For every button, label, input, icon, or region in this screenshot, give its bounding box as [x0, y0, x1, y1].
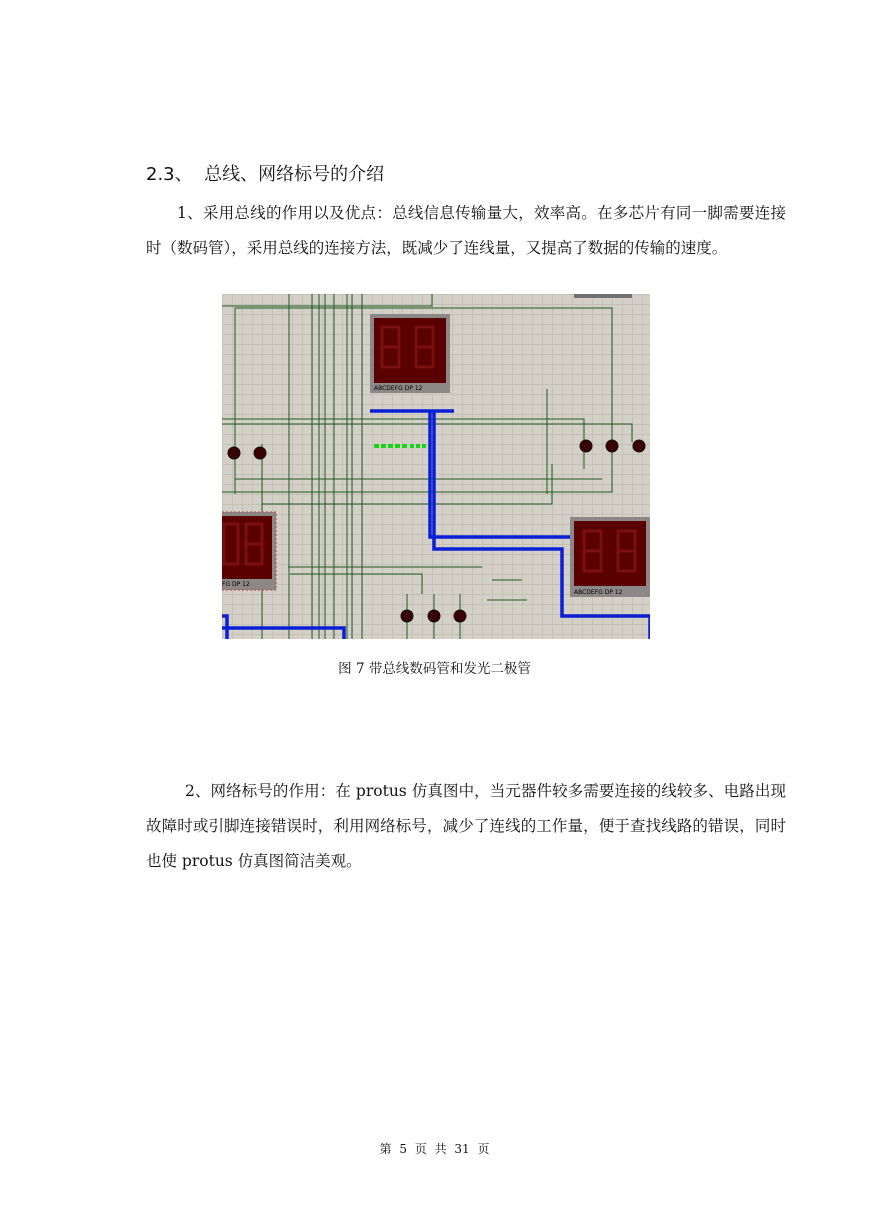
seven-segment-display-top [370, 314, 450, 393]
led-bottom-2 [428, 610, 440, 622]
figure-circuit-schematic [222, 294, 650, 639]
led-bottom-3 [454, 610, 466, 622]
toolbar-fragment [574, 294, 632, 298]
led-bottom-1 [401, 610, 413, 622]
led-right-1 [580, 440, 592, 452]
net-label-marks [374, 444, 426, 448]
led-right-3 [633, 440, 645, 452]
paragraph-bus-advantages: 1、采用总线的作用以及优点：总线信息传输量大，效率高。在多芯片有同一脚需要连接时（数码管），采用总线的连接方法，既减少了连线量，又提高了数据的传输的速度。 [146, 204, 786, 257]
figure-caption: 图 7 带总线数码管和发光二极管 [338, 661, 531, 677]
display-pin-label-left: FG DP 12 [222, 581, 250, 588]
led-left-1 [228, 447, 240, 459]
page-footer: 第 5 页 共 31 页 [379, 1142, 490, 1156]
section-heading: 2.3、 总线、网络标号的介绍 [146, 164, 385, 185]
led-left-2 [254, 447, 266, 459]
paragraph-net-label: 2、网络标号的作用：在 protus 仿真图中，当元器件较多需要连接的线较多、电路出现故障时或引脚连接错误时，利用网络标号，减少了连线的工作量，便于查找线路的错误，同时也使 protus 仿真图简洁美观。 [146, 782, 786, 870]
led-right-2 [606, 440, 618, 452]
display-pin-label-top: ABCDEFG DP 12 [374, 385, 423, 392]
seven-segment-display-right [570, 517, 650, 597]
schematic-drawing [222, 294, 650, 639]
display-pin-label-right: ABCDEFG DP 12 [574, 589, 623, 596]
seven-segment-display-left [222, 512, 276, 590]
